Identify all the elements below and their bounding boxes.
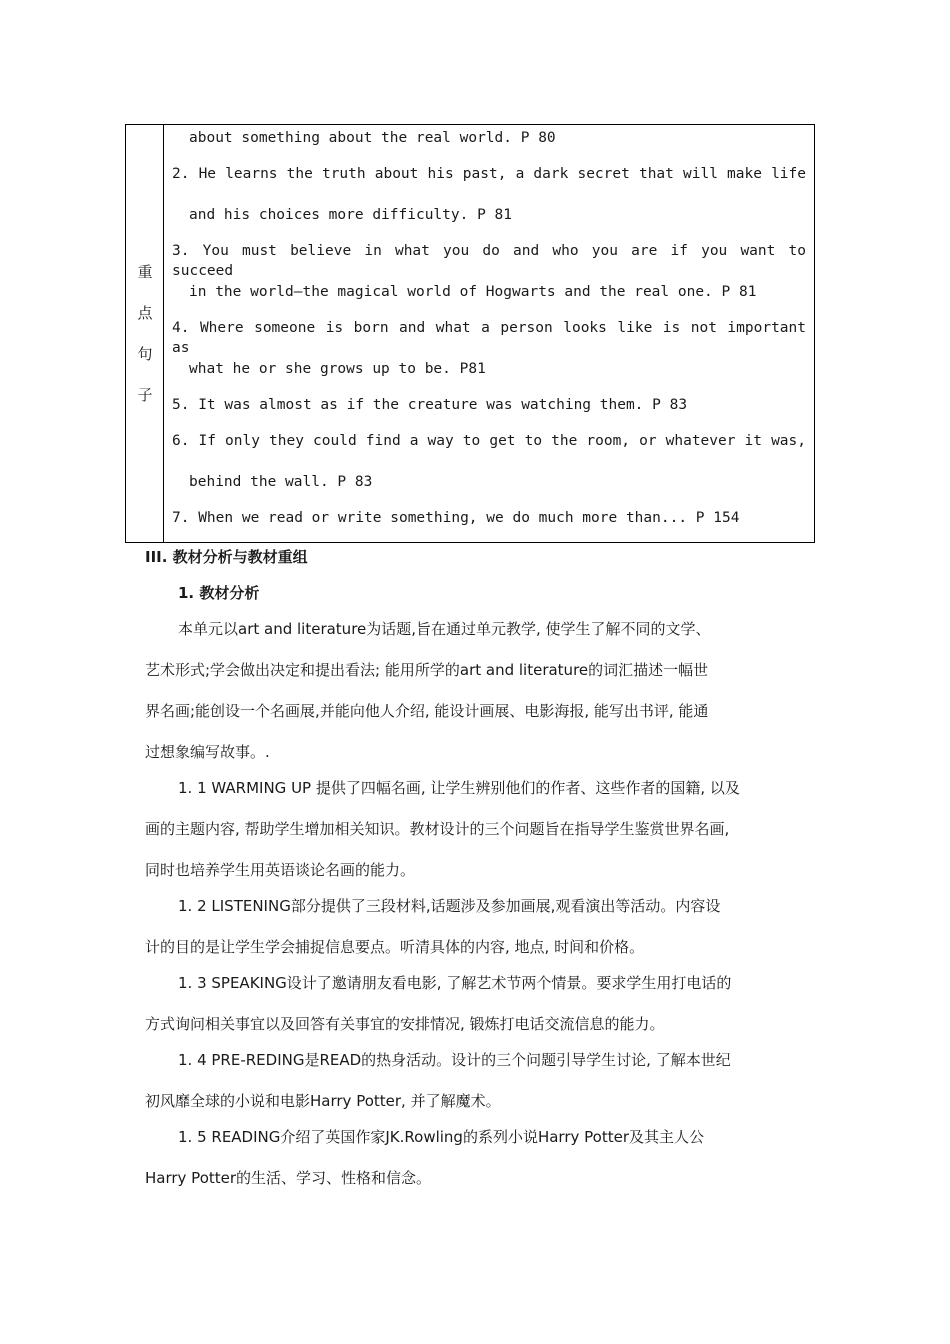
paragraph-line: 1. 4 PRE-REDING是READ的热身活动。设计的三个问题引导学生讨论, 了解本世纪: [178, 1051, 731, 1069]
label-char: 重: [137, 263, 153, 281]
key-sentence-line: in the world—the magical world of Hogwarts and the real one. P 81: [189, 284, 757, 300]
paragraph-line: 过想象编写故事。.: [145, 743, 270, 761]
section-heading: III. 教材分析与教材重组: [145, 548, 308, 566]
paragraph-line: 本单元以art and literature为话题,旨在通过单元教学, 使学生了解不同的文学、: [178, 620, 711, 638]
paragraph-line: Harry Potter的生活、学习、性格和信念。: [145, 1169, 432, 1187]
key-sentence-line: and his choices more difficulty. P 81: [189, 207, 513, 223]
paragraph-line: 1. 3 SPEAKING设计了邀请朋友看电影, 了解艺术节两个情景。要求学生用打电话的: [178, 974, 732, 992]
key-sentence-line: about something about the real world. P 80: [189, 130, 556, 146]
key-sentence-line: 3. You must believe in what you do and who you are if you want to succeed: [172, 243, 806, 279]
paragraph-line: 画的主题内容, 帮助学生增加相关知识。教材设计的三个问题旨在指导学生鉴赏世界名画,: [145, 820, 730, 838]
paragraph-line: 同时也培养学生用英语谈论名画的能力。: [145, 861, 416, 879]
paragraph-line: 1. 2 LISTENING部分提供了三段材料,话题涉及参加画展,观看演出等活动。内容设: [178, 897, 721, 915]
key-sentence-line: what he or she grows up to be. P81: [189, 361, 486, 377]
key-sentence-line: 7. When we read or write something, we do much more than... P 154: [172, 510, 740, 526]
label-char: 子: [137, 386, 153, 404]
key-sentence-line: 5. It was almost as if the creature was watching them. P 83: [172, 397, 688, 413]
key-sentences-label-cell: [126, 125, 164, 542]
paragraph-line: 计的目的是让学生学会捕捉信息要点。听清具体的内容, 地点, 时间和价格。: [145, 938, 645, 956]
key-sentence-line: behind the wall. P 83: [189, 474, 373, 490]
paragraph-line: 1. 5 READING介绍了英国作家JK.Rowling的系列小说Harry Potter及其主人公: [178, 1128, 704, 1146]
paragraph-line: 1. 1 WARMING UP 提供了四幅名画, 让学生辨别他们的作者、这些作者的国籍, 以及: [178, 779, 740, 797]
label-char: 句: [137, 345, 153, 363]
subsection-heading: 1. 教材分析: [178, 584, 260, 602]
label-char: 点: [137, 304, 153, 322]
paragraph-line: 界名画;能创设一个名画展,并能向他人介绍, 能设计画展、电影海报, 能写出书评, 能通: [145, 702, 709, 720]
paragraph-line: 初风靡全球的小说和电影Harry Potter, 并了解魔术。: [145, 1092, 501, 1110]
paragraph-line: 方式询问相关事宜以及回答有关事宜的安排情况, 锻炼打电话交流信息的能力。: [145, 1015, 665, 1033]
key-sentence-line: 4. Where someone is born and what a person looks like is not important as: [172, 320, 806, 356]
paragraph-line: 艺术形式;学会做出决定和提出看法; 能用所学的art and literature的词汇描述一幅世: [145, 661, 709, 679]
key-sentence-line: 2. He learns the truth about his past, a dark secret that will make life: [172, 166, 806, 182]
key-sentence-line: 6. If only they could find a way to get to the room, or whatever it was,: [172, 433, 806, 449]
